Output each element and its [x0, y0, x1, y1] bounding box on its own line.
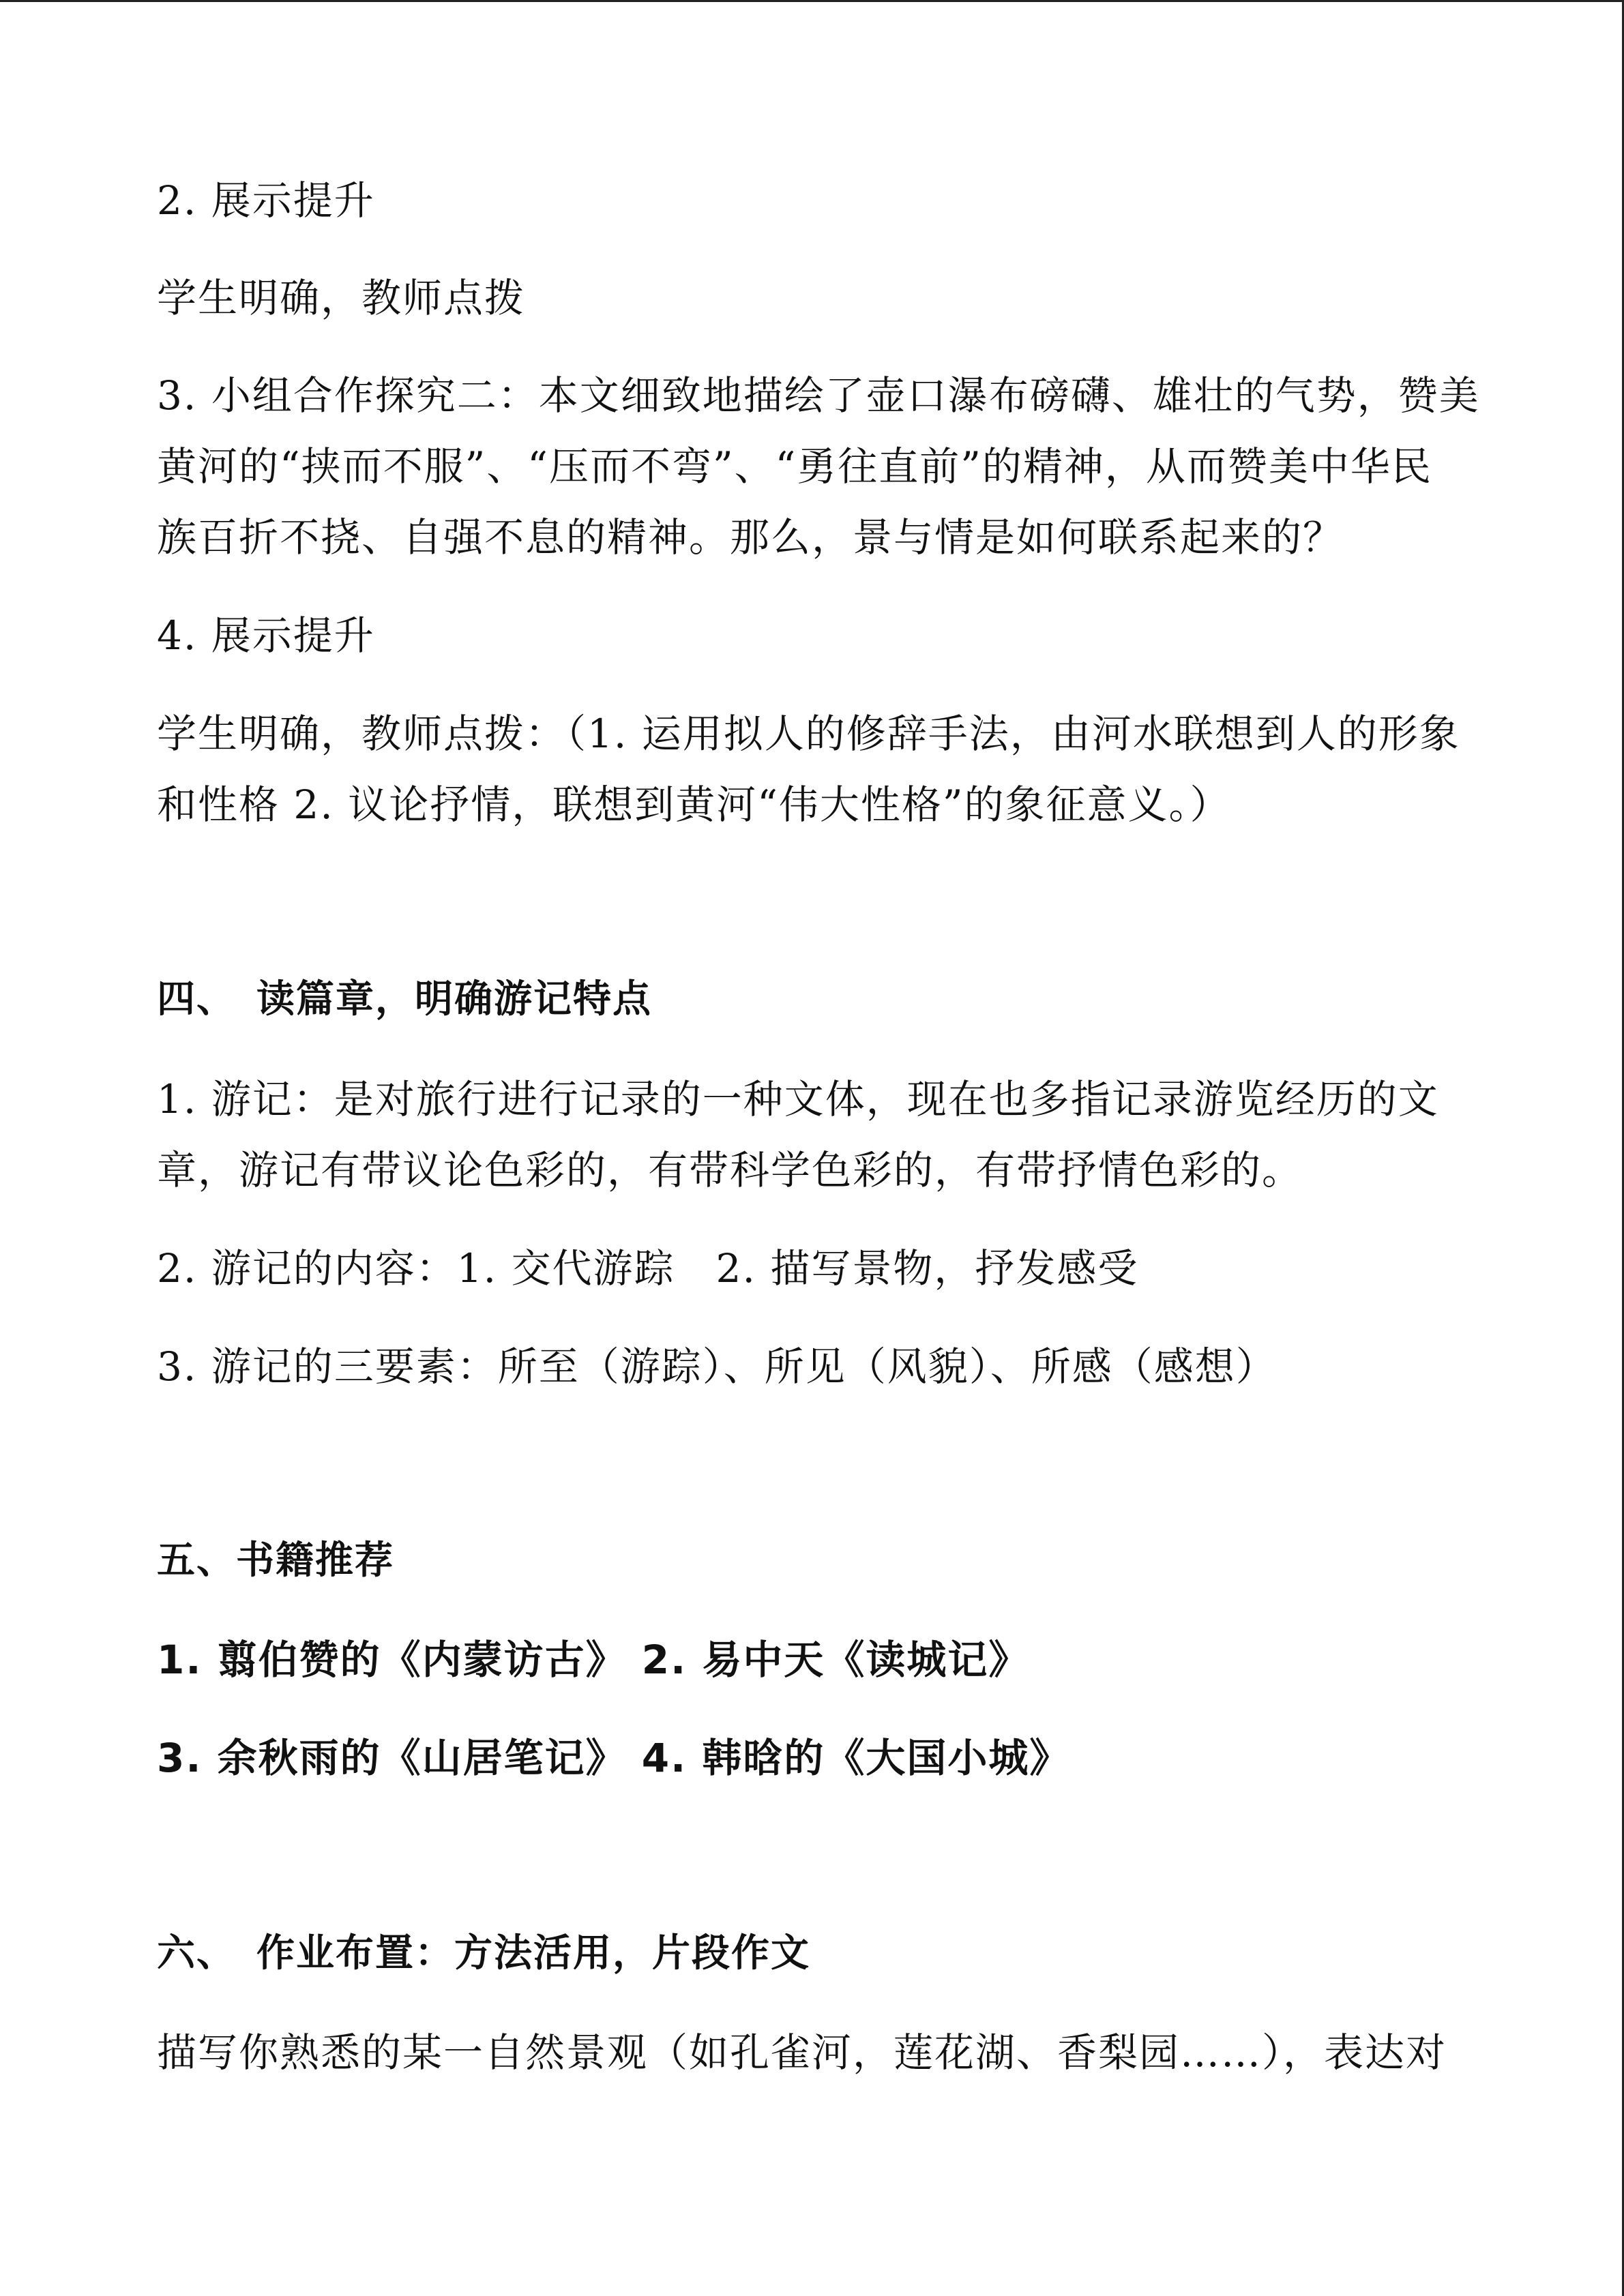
subsection-display-2: 2. 展示提升: [157, 177, 375, 224]
paragraph-student-clarify-1: 学生明确，教师点拨: [157, 275, 526, 321]
book-recommendation-line-2: 3. 余秋雨的《山居笔记》 4. 韩晗的《大国小城》: [157, 1735, 1071, 1781]
paragraph-group-inquiry-line-3: 族百折不挠、自强不息的精神。那么，景与情是如何联系起来的？: [157, 514, 1344, 561]
heading-section-4: 四、 读篇章，明确游记特点: [157, 977, 652, 1022]
paragraph-travelogue-definition-line-2: 章，游记有带议论色彩的，有带科学色彩的，有带抒情色彩的。: [157, 1147, 1303, 1193]
heading-section-6: 六、 作业布置：方法活用，片段作文: [157, 1931, 810, 1976]
paragraph-travelogue-content: 2. 游记的内容：1. 交代游踪 2. 描写景物，抒发感受: [157, 1245, 1139, 1292]
heading-section-5: 五、书籍推荐: [157, 1538, 394, 1583]
paragraph-student-clarify-2-line-2: 和性格 2. 议论抒情，联想到黄河“伟大性格”的象征意义。）: [157, 781, 1231, 828]
subsection-display-4: 4. 展示提升: [157, 612, 375, 659]
book-recommendation-line-1: 1. 翦伯赞的《内蒙访古》 2. 易中天《读城记》: [157, 1637, 1030, 1683]
paragraph-student-clarify-2-line-1: 学生明确，教师点拨：（1. 运用拟人的修辞手法，由河水联想到人的形象: [157, 711, 1460, 757]
paragraph-travelogue-elements: 3. 游记的三要素：所至（游踪）、所见（风貌）、所感（感想）: [157, 1343, 1277, 1390]
paragraph-homework-line-1: 描写你熟悉的某一自然景观（如孔雀河，莲花湖、香梨园……），表达对: [157, 2029, 1447, 2076]
paragraph-group-inquiry-line-1: 3. 小组合作探究二：本文细致地描绘了壶口瀑布磅礴、雄壮的气势，赞美: [157, 372, 1480, 419]
paragraph-travelogue-definition-line-1: 1. 游记：是对旅行进行记录的一种文体，现在也多指记录游览经历的文: [157, 1076, 1439, 1122]
paragraph-group-inquiry-line-2: 黄河的“挟而不服”、“压而不弯”、“勇往直前”的精神，从而赞美中华民: [157, 443, 1432, 490]
